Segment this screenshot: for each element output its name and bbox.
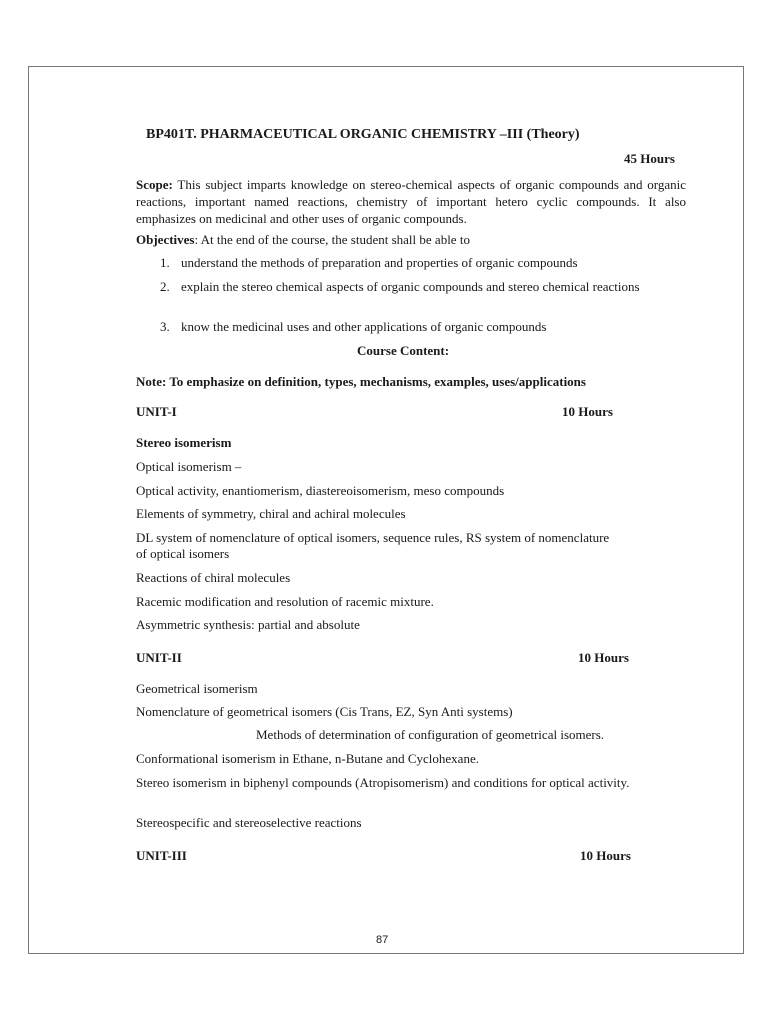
- unit1-line: Optical isomerism –: [136, 459, 242, 474]
- unit2-heading: UNIT-II: [136, 650, 182, 665]
- objectives-text: : At the end of the course, the student shall be able to: [194, 232, 470, 247]
- objective-item: know the medicinal uses and other applications of organic compounds: [181, 319, 547, 334]
- unit2-line: Stereo isomerism in biphenyl compounds (Atropisomerism) and conditions for optical activity.: [136, 775, 630, 790]
- course-content-heading: Course Content:: [357, 343, 450, 358]
- course-title: BP401T. PHARMACEUTICAL ORGANIC CHEMISTRY –III (Theory): [146, 127, 580, 142]
- unit2-hours: 10 Hours: [578, 650, 629, 665]
- unit1-line: Optical activity, enantiomerism, diastereoisomerism, meso compounds: [136, 483, 505, 498]
- unit2-line: Stereospecific and stereoselective reactions: [136, 815, 362, 830]
- unit1-line: Reactions of chiral molecules: [136, 570, 291, 585]
- scope-paragraph: [136, 176, 686, 227]
- unit2-line: Methods of determination of configuration of geometrical isomers.: [256, 727, 605, 742]
- unit1-line: Elements of symmetry, chiral and achiral molecules: [136, 506, 406, 521]
- scope-label: Scope:: [136, 177, 173, 192]
- note-line: Note: To emphasize on definition, types, mechanisms, examples, uses/applications: [136, 374, 586, 389]
- unit1-line: Racemic modification and resolution of racemic mixture.: [136, 594, 434, 609]
- unit2-line: Nomenclature of geometrical isomers (Cis Trans, EZ, Syn Anti systems): [136, 704, 513, 719]
- page-number: 87: [376, 934, 389, 946]
- objectives-line: [136, 232, 470, 248]
- unit1-hours: 10 Hours: [562, 404, 613, 419]
- unit3-hours: 10 Hours: [580, 848, 631, 863]
- objective-number: 2.: [160, 279, 170, 294]
- unit1-heading: UNIT-I: [136, 404, 177, 419]
- total-hours: 45 Hours: [624, 151, 675, 166]
- objective-number: 3.: [160, 319, 170, 334]
- objective-item: understand the methods of preparation and properties of organic compounds: [181, 255, 578, 270]
- unit1-line: DL system of nomenclature of optical isomers, sequence rules, RS system of nomenclature of optical isomers: [136, 530, 610, 561]
- objective-number: 1.: [160, 255, 170, 270]
- objectives-label: Objectives: [136, 232, 195, 247]
- unit2-line: Conformational isomerism in Ethane, n-Butane and Cyclohexane.: [136, 751, 479, 766]
- unit2-line: Geometrical isomerism: [136, 681, 258, 696]
- scope-text: This subject imparts knowledge on stereo-chemical aspects of organic compounds and organic reactions, important named reactions, chemistry of important hetero cyclic compounds. It also emphasizes on medicinal and other uses of organic compounds.: [136, 177, 686, 226]
- unit3-heading: UNIT-III: [136, 848, 187, 863]
- unit1-line: Asymmetric synthesis: partial and absolute: [136, 617, 360, 632]
- objective-item: explain the stereo chemical aspects of organic compounds and stereo chemical reactions: [181, 279, 640, 294]
- unit1-subheading: Stereo isomerism: [136, 435, 232, 450]
